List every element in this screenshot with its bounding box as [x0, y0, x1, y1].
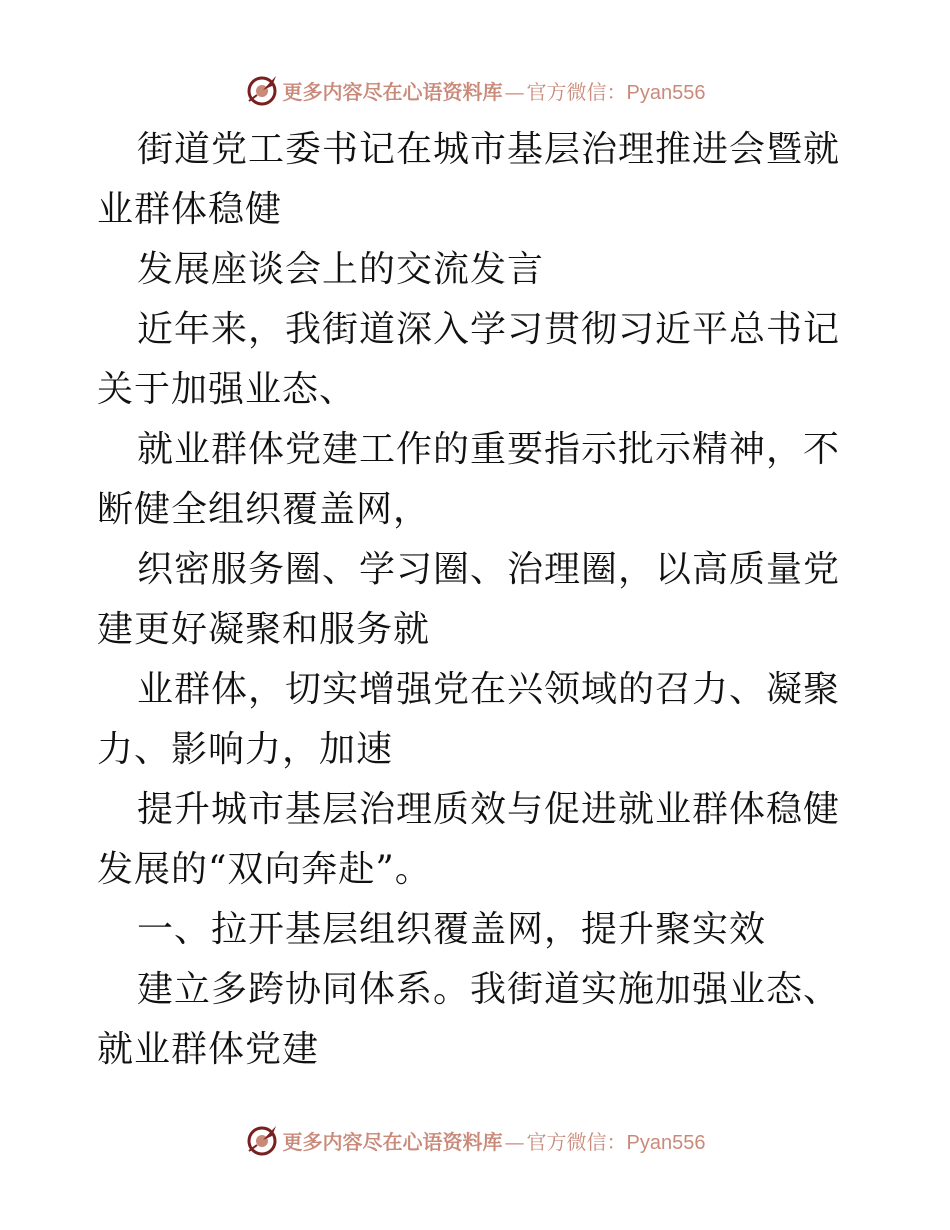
watermark-brand-text: 更多内容尽在心语资料库	[282, 79, 503, 104]
quill-logo-icon	[245, 73, 279, 107]
body-paragraph: 建立多跨协同体系。我街道实施加强业态、就业群体党建	[97, 969, 841, 1070]
header-watermark-banner	[0, 70, 950, 110]
document-title-line-2: 发展座谈会上的交流发言	[137, 249, 545, 290]
section-heading: 一、拉开基层组织覆盖网，提升聚实效	[137, 909, 767, 950]
watermark-dash: —	[504, 79, 525, 104]
watermark-brand-text: 更多内容尽在心语资料库	[282, 1129, 503, 1154]
body-paragraph: 近年来，我街道深入学习贯彻习近平总书记关于加强业态、	[97, 309, 841, 410]
document-title-line-1: 街道党工委书记在城市基层治理推进会暨就业群体稳健	[97, 129, 841, 230]
watermark-wechat-id: Pyan556	[626, 81, 706, 104]
body-paragraph: 业群体，切实增强党在兴领域的召力、凝聚力、影响力，加速	[97, 669, 841, 770]
watermark-dash: —	[504, 1129, 525, 1154]
footer-watermark-banner	[0, 1120, 950, 1160]
body-paragraph: 就业群体党建工作的重要指示批示精神，不断健全组织覆盖网，	[97, 429, 841, 530]
body-paragraph: 织密服务圈、学习圈、治理圈，以高质量党建更好凝聚和服务就	[97, 549, 841, 650]
quill-logo-icon	[245, 1123, 279, 1157]
watermark-wechat-label: 官方微信：	[526, 79, 627, 104]
watermark-wechat-label: 官方微信：	[526, 1129, 627, 1154]
watermark-wechat-id: Pyan556	[626, 1131, 706, 1154]
document-body	[97, 120, 853, 1080]
body-paragraph: 提升城市基层治理质效与促进就业群体稳健发展的“双向奔赴”。	[97, 789, 841, 890]
